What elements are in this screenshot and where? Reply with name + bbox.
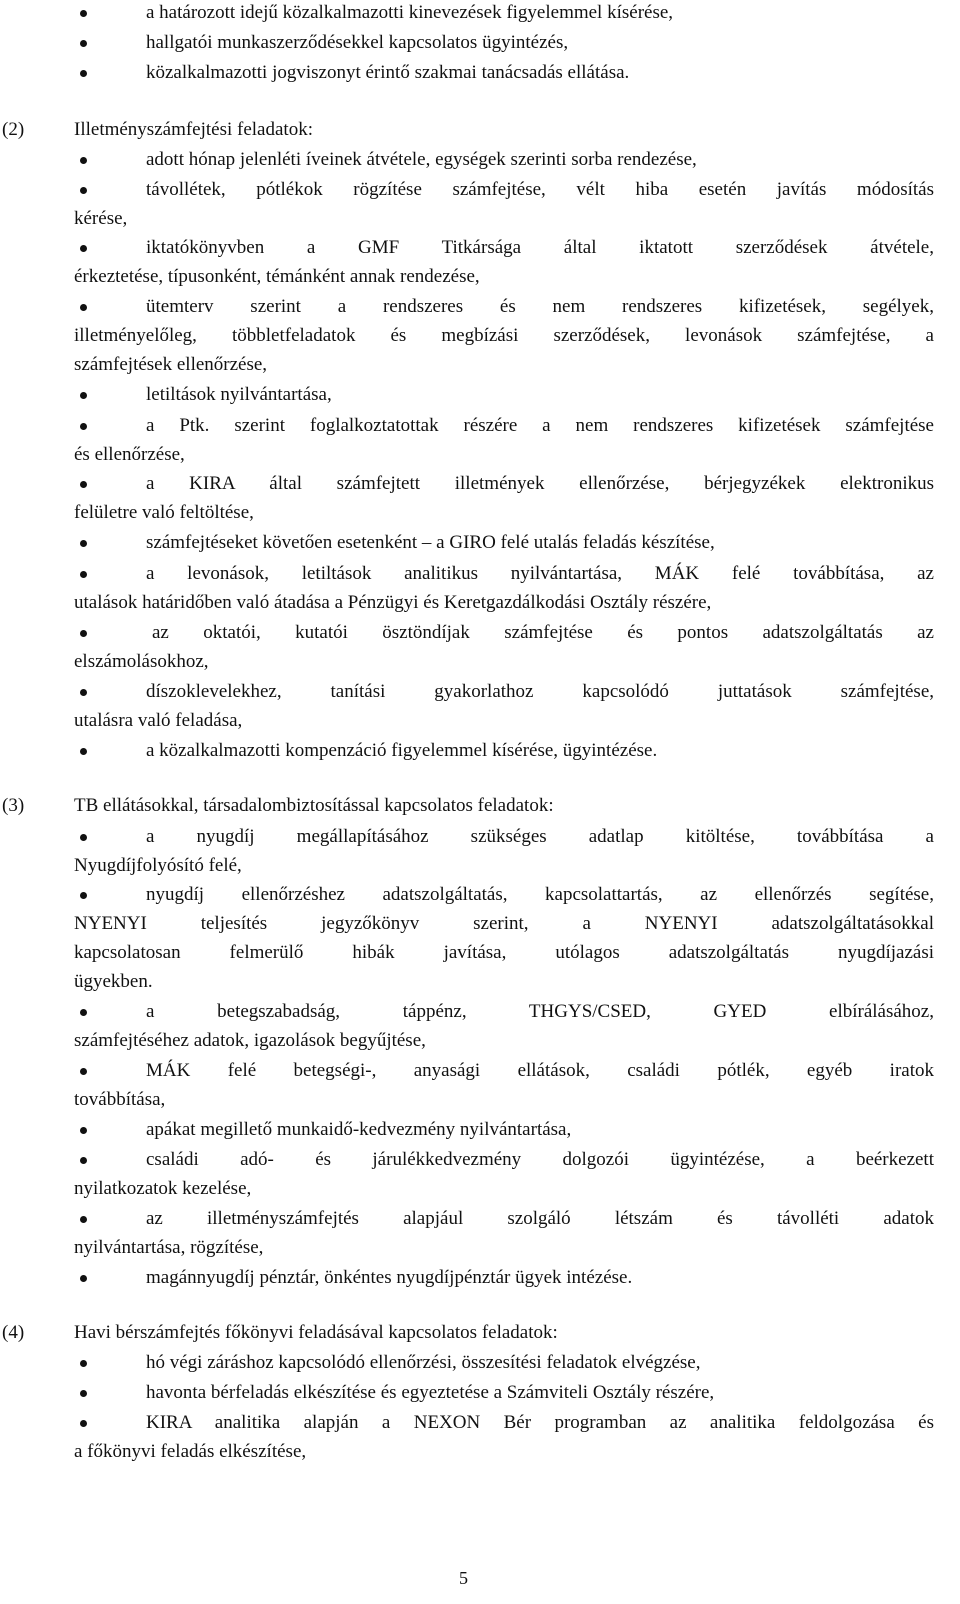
list-item-continuation: kapcsolatosan felmerülő hibák javítása, utólagos adatszolgáltatás nyugdíjazási <box>74 942 934 963</box>
list-item: MÁK felé betegségi-, anyasági ellátások, családi pótlék, egyéb iratok <box>146 1060 934 1081</box>
bullet-icon <box>80 1420 87 1427</box>
section-number: (2) <box>2 119 25 140</box>
list-item-continuation: felületre való feltöltése, <box>74 502 254 523</box>
list-item: nyugdíj ellenőrzéshez adatszolgáltatás, kapcsolattartás, az ellenőrzés segítése, <box>146 884 934 905</box>
bullet-icon <box>80 1157 87 1164</box>
bullet-icon <box>80 70 87 77</box>
list-item: magánnyugdíj pénztár, önkéntes nyugdíjpénztár ügyek intézése. <box>146 1267 633 1288</box>
list-item: az oktatói, kutatói ösztöndíjak számfejtése és pontos adatszolgáltatás az <box>152 622 934 643</box>
bullet-icon <box>80 423 87 430</box>
list-item: hallgatói munkaszerződésekkel kapcsolatos ügyintézés, <box>146 32 569 53</box>
bullet-icon <box>80 834 87 841</box>
list-item-continuation: elszámolásokhoz, <box>74 651 209 672</box>
list-item: a levonások, letiltások analitikus nyilvántartása, MÁK felé továbbítása, az <box>146 563 934 584</box>
bullet-icon <box>80 1275 87 1282</box>
list-item-continuation: nyilatkozatok kezelése, <box>74 1178 252 1199</box>
bullet-icon <box>80 1009 87 1016</box>
bullet-icon <box>80 392 87 399</box>
bullet-icon <box>80 748 87 755</box>
list-item-continuation: illetményelőleg, többletfeladatok és megbízási szerződések, levonások számfejtése, a <box>74 325 934 346</box>
list-item: távollétek, pótlékok rögzítése számfejtése, vélt hiba esetén javítás módosítás <box>146 179 934 200</box>
list-item: havonta bérfeladás elkészítése és egyeztetése a Számviteli Osztály részére, <box>146 1382 715 1403</box>
bullet-icon <box>80 1390 87 1397</box>
list-item-continuation: kérése, <box>74 208 128 229</box>
list-item-continuation: érkeztetése, típusonként, témánként annak rendezése, <box>74 266 480 287</box>
section-heading: Illetményszámfejtési feladatok: <box>74 119 313 140</box>
bullet-icon <box>80 304 87 311</box>
list-item-continuation: számfejtések ellenőrzése, <box>74 354 268 375</box>
list-item: a betegszabadság, táppénz, THGYS/CSED, GYED elbírálásához, <box>146 1001 934 1022</box>
list-item-continuation: és ellenőrzése, <box>74 444 185 465</box>
list-item: számfejtéseket követően esetenként – a GIRO felé utalás feladás készítése, <box>146 532 715 553</box>
section-number: (4) <box>2 1322 25 1343</box>
list-item: a határozott idejű közalkalmazotti kinevezések figyelemmel kísérése, <box>146 2 674 23</box>
list-item: a közalkalmazotti kompenzáció figyelemmel kísérése, ügyintézése. <box>146 740 658 761</box>
list-item-continuation: Nyugdíjfolyósító felé, <box>74 855 242 876</box>
bullet-icon <box>80 481 87 488</box>
list-item: a KIRA által számfejtett illetmények ellenőrzése, bérjegyzékek elektronikus <box>146 473 934 494</box>
bullet-icon <box>80 157 87 164</box>
bullet-icon <box>80 245 87 252</box>
list-item: KIRA analitika alapján a NEXON Bér programban az analitika feldolgozása és <box>146 1412 934 1433</box>
list-item: közalkalmazotti jogviszonyt érintő szakmai tanácsadás ellátása. <box>146 62 630 83</box>
bullet-icon <box>80 187 87 194</box>
bullet-icon <box>80 630 87 637</box>
list-item: letiltások nyilvántartása, <box>146 384 332 405</box>
section-heading: Havi bérszámfejtés főkönyvi feladásával kapcsolatos feladatok: <box>74 1322 558 1343</box>
bullet-icon <box>80 540 87 547</box>
section-number: (3) <box>2 795 25 816</box>
bullet-icon <box>80 571 87 578</box>
bullet-icon <box>80 10 87 17</box>
bullet-icon <box>80 1216 87 1223</box>
list-item-continuation: nyilvántartása, rögzítése, <box>74 1237 264 1258</box>
list-item: adott hónap jelenléti íveinek átvétele, egységek szerinti sorba rendezése, <box>146 149 697 170</box>
page-number: 5 <box>459 1568 468 1588</box>
list-item-continuation: utalások határidőben való átadása a Pénzügyi és Keretgazdálkodási Osztály részére, <box>74 592 712 613</box>
list-item-continuation: NYENYI teljesítés jegyzőkönyv szerint, a NYENYI adatszolgáltatásokkal <box>74 913 934 934</box>
list-item: hó végi záráshoz kapcsolódó ellenőrzési, összesítési feladatok elvégzése, <box>146 1352 701 1373</box>
list-item-continuation: továbbítása, <box>74 1089 166 1110</box>
list-item: díszoklevelekhez, tanítási gyakorlathoz kapcsolódó juttatások számfejtése, <box>146 681 934 702</box>
bullet-icon <box>80 689 87 696</box>
list-item-continuation: utalásra való feladása, <box>74 710 243 731</box>
bullet-icon <box>80 40 87 47</box>
list-item: a nyugdíj megállapításához szükséges adatlap kitöltése, továbbítása a <box>146 826 934 847</box>
section-heading: TB ellátásokkal, társadalombiztosítással kapcsolatos feladatok: <box>74 795 554 816</box>
list-item: a Ptk. szerint foglalkoztatottak részére a nem rendszeres kifizetések számfejtése <box>146 415 934 436</box>
list-item-continuation: a főkönyvi feladás elkészítése, <box>74 1441 307 1462</box>
list-item: iktatókönyvben a GMF Titkársága által iktatott szerződések átvétele, <box>146 237 934 258</box>
list-item: az illetményszámfejtés alapjául szolgáló létszám és távolléti adatok <box>146 1208 934 1229</box>
bullet-icon <box>80 1127 87 1134</box>
list-item: családi adó- és járulékkedvezmény dolgozói ügyintézése, a beérkezett <box>146 1149 934 1170</box>
list-item: ütemterv szerint a rendszeres és nem rendszeres kifizetések, segélyek, <box>146 296 934 317</box>
bullet-icon <box>80 1360 87 1367</box>
list-item: apákat megillető munkaidő-kedvezmény nyilvántartása, <box>146 1119 572 1140</box>
bullet-icon <box>80 892 87 899</box>
list-item-continuation: számfejtéséhez adatok, igazolások begyűjtése, <box>74 1030 426 1051</box>
list-item-continuation: ügyekben. <box>74 971 153 992</box>
bullet-icon <box>80 1068 87 1075</box>
